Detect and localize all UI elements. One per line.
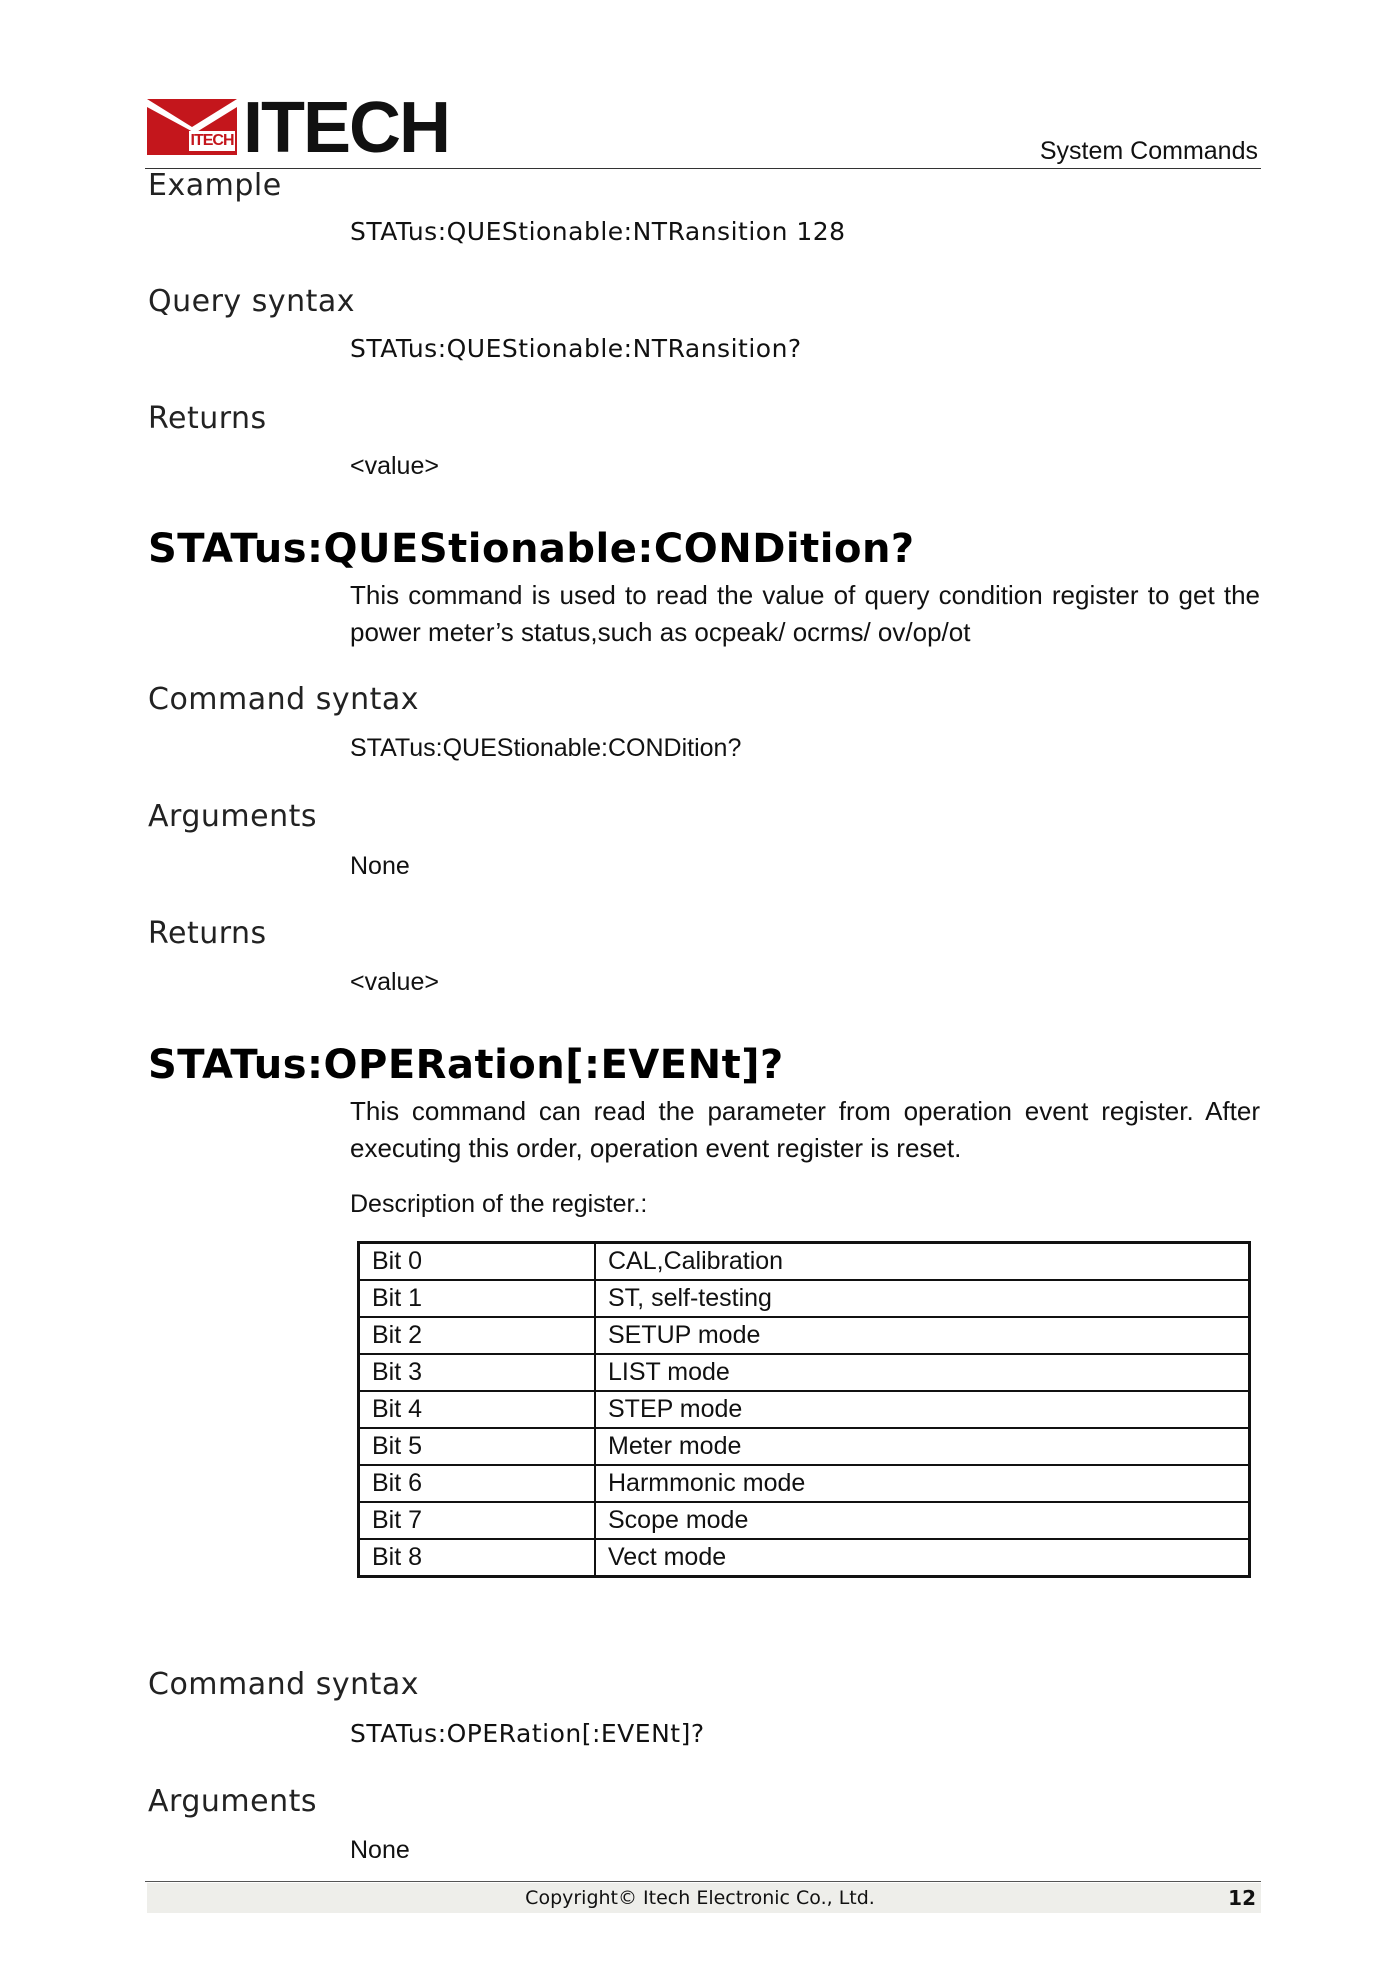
arguments-value: None — [350, 852, 410, 880]
register-table — [357, 1241, 1251, 1578]
logo-wordmark: ITECH — [243, 88, 449, 168]
table-row — [359, 1428, 1250, 1465]
register-description-cell: Vect mode — [595, 1539, 1250, 1577]
copyright-text: Copyright© Itech Electronic Co., Ltd. — [525, 1887, 875, 1909]
example-code: STATus:QUEStionable:NTRansition 128 — [350, 217, 846, 246]
register-description-cell: CAL,Calibration — [595, 1243, 1250, 1281]
itech-logo — [147, 88, 462, 168]
table-row — [359, 1354, 1250, 1391]
table-row — [359, 1317, 1250, 1354]
register-description-cell: LIST mode — [595, 1354, 1250, 1391]
logo-mark-text: ITECH — [190, 132, 234, 149]
query-syntax-code: STATus:QUEStionable:NTRansition? — [350, 334, 802, 363]
table-row — [359, 1391, 1250, 1428]
command-syntax-code: STATus:OPERation[:EVENt]? — [350, 1719, 705, 1748]
header-divider — [145, 168, 1261, 169]
register-bit-cell: Bit 5 — [359, 1428, 596, 1465]
command-description-operation: This command can read the parameter from operation event register. After executing this order, operation event register is reset. — [350, 1096, 1260, 1163]
page-number: 12 — [1228, 1886, 1256, 1910]
register-description-cell: SETUP mode — [595, 1317, 1250, 1354]
register-description-cell: Scope mode — [595, 1502, 1250, 1539]
returns-value: <value> — [350, 968, 439, 996]
register-description-cell: ST, self-testing — [595, 1280, 1250, 1317]
register-description-cell: Meter mode — [595, 1428, 1250, 1465]
example-label: Example — [148, 168, 282, 203]
command-description-condition: This command is used to read the value of query condition register to get the power meter’s status,such as ocpeak/ ocrms/ ov/op/ot — [350, 580, 1260, 647]
command-heading-operation: STATus:OPERation[:EVENt]? — [148, 1042, 784, 1088]
table-row — [359, 1539, 1250, 1577]
command-syntax-label: Command syntax — [148, 1667, 420, 1702]
register-description-cell: STEP mode — [595, 1391, 1250, 1428]
arguments-value: None — [350, 1836, 410, 1864]
register-bit-cell: Bit 0 — [359, 1243, 596, 1281]
command-syntax-code: STATus:QUEStionable:CONDition? — [350, 734, 742, 762]
query-syntax-label: Query syntax — [148, 284, 356, 319]
register-bit-cell: Bit 2 — [359, 1317, 596, 1354]
section-title: System Commands — [1039, 137, 1258, 165]
register-bit-cell: Bit 1 — [359, 1280, 596, 1317]
returns-label: Returns — [148, 401, 267, 436]
register-description-cell: Harmmonic mode — [595, 1465, 1250, 1502]
table-row — [359, 1243, 1250, 1281]
table-row — [359, 1502, 1250, 1539]
register-caption: Description of the register.: — [350, 1190, 648, 1218]
table-row — [359, 1280, 1250, 1317]
arguments-label: Arguments — [148, 799, 317, 834]
returns-label: Returns — [148, 916, 267, 951]
register-bit-cell: Bit 8 — [359, 1539, 596, 1577]
table-row — [359, 1465, 1250, 1502]
arguments-label: Arguments — [148, 1784, 317, 1819]
command-syntax-label: Command syntax — [148, 682, 420, 717]
returns-value: <value> — [350, 452, 439, 480]
footer-divider — [145, 1881, 1261, 1882]
register-bit-cell: Bit 3 — [359, 1354, 596, 1391]
command-heading-condition: STATus:QUEStionable:CONDition? — [148, 526, 915, 572]
register-bit-cell: Bit 4 — [359, 1391, 596, 1428]
register-bit-cell: Bit 6 — [359, 1465, 596, 1502]
register-bit-cell: Bit 7 — [359, 1502, 596, 1539]
